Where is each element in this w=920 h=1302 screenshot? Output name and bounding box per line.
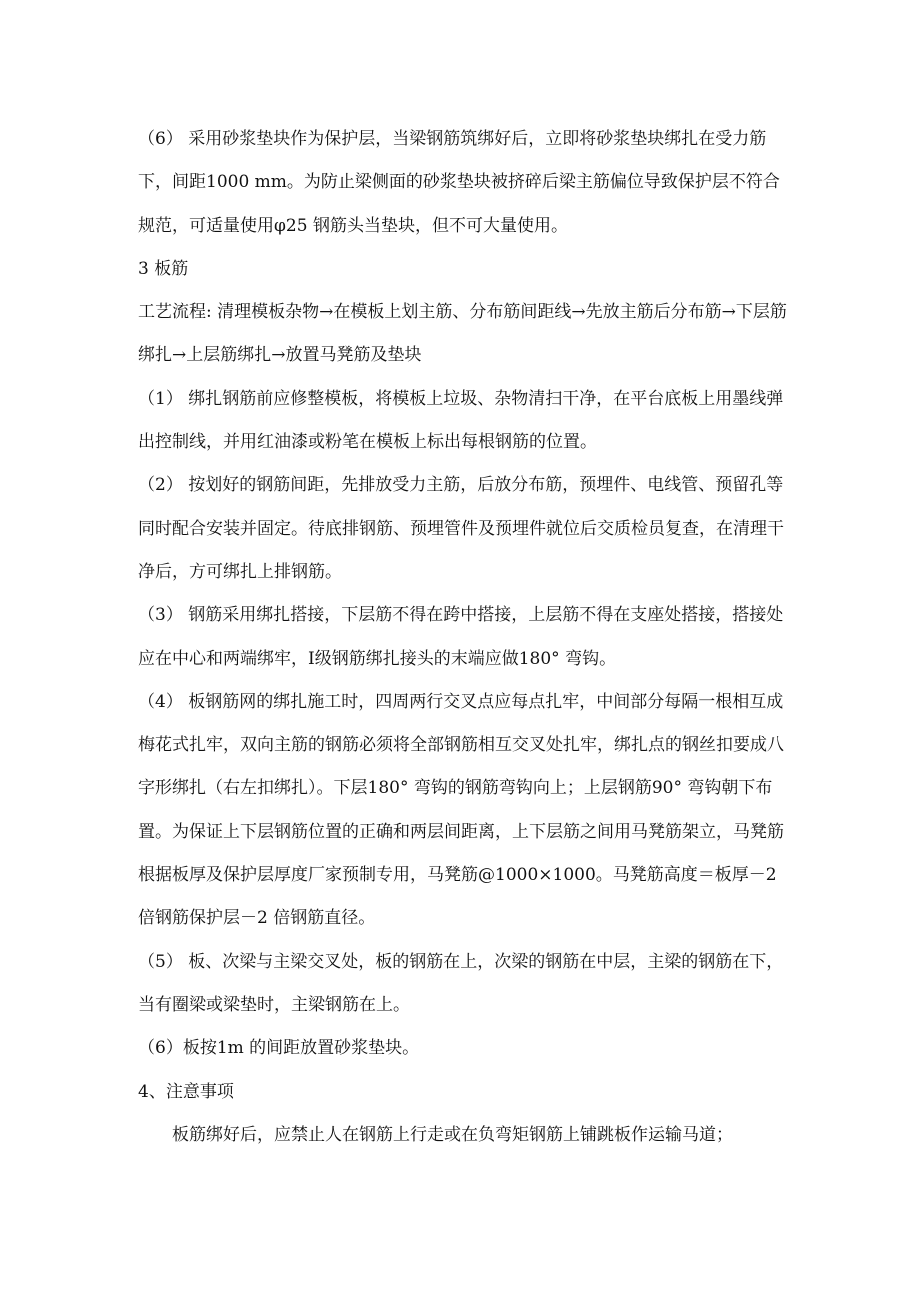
paragraph-item-4: （4） 板钢筋网的绑扎施工时，四周两行交叉点应每点扎牢，中间部分每隔一根相互成梅花式扎牢，双向主筋的钢筋必须将全部钢筋相互交叉处扎牢，绑扎点的钢丝扣要成八字形绑扎（右左扣绑扎）。下层180° 弯钩的钢筋弯钩向上；上层钢筋90° 弯钩朝下布置。为保证上下层钢筋位置的正确和两层间距离，上下层筋之间用马凳筋架立，马凳筋根据板厚及保护层厚度厂家预制专用，马凳筋@1000×1000。马凳筋高度＝板厚－2 倍钢筋保护层－2 倍钢筋直径。	[138, 691, 784, 929]
notes-paragraph: 板筋绑好后，应禁止人在钢筋上行走或在负弯矩钢筋上铺跳板作运输马道；	[172, 1124, 733, 1145]
paragraph-item-6-spacer-blocks: （6） 采用砂浆垫块作为保护层，当梁钢筋筑绑好后，立即将砂浆垫块绑扎在受力筋下，间距1000 mm。为防止梁侧面的砂浆垫块被挤碎后梁主筋偏位导致保护层不符合规范，可适量使用φ25 钢筋头当垫块，但不可大量使用。	[138, 129, 780, 236]
process-flow-paragraph: 工艺流程: 清理模板杂物→在模板上划主筋、分布筋间距线→先放主筋后分布筋→下层筋绑扎→上层筋绑扎→放置马凳筋及垫块	[138, 302, 787, 366]
paragraph-item-3: （3） 钢筋采用绑扎搭接，下层筋不得在跨中搭接，上层筋不得在支座处搭接，搭接处应在中心和两端绑牢，Ⅰ级钢筋绑扎接头的末端应做180° 弯钩。	[138, 605, 784, 669]
section-heading-slab-rebar: 3 板筋	[138, 258, 189, 279]
paragraph-item-5: （5） 板、次梁与主梁交叉处，板的钢筋在上，次梁的钢筋在中层，主梁的钢筋在下，当有圈梁或梁垫时，主梁钢筋在上。	[138, 951, 784, 1015]
section-heading-notes: 4、注意事项	[138, 1081, 234, 1102]
document-body	[138, 118, 792, 1157]
paragraph-item-2: （2） 按划好的钢筋间距，先排放受力主筋，后放分布筋，预埋件、电线管、预留孔等同时配合安装并固定。待底排钢筋、预埋管件及预埋件就位后交质检员复查，在清理干净后，方可绑扎上排钢筋。	[138, 475, 784, 582]
paragraph-item-6-slab: （6）板按1m 的间距放置砂浆垫块。	[138, 1038, 420, 1059]
paragraph-item-1: （1） 绑扎钢筋前应修整模板，将模板上垃圾、杂物清扫干净，在平台底板上用墨线弹出控制线，并用红油漆或粉笔在模板上标出每根钢筋的位置。	[138, 388, 784, 453]
